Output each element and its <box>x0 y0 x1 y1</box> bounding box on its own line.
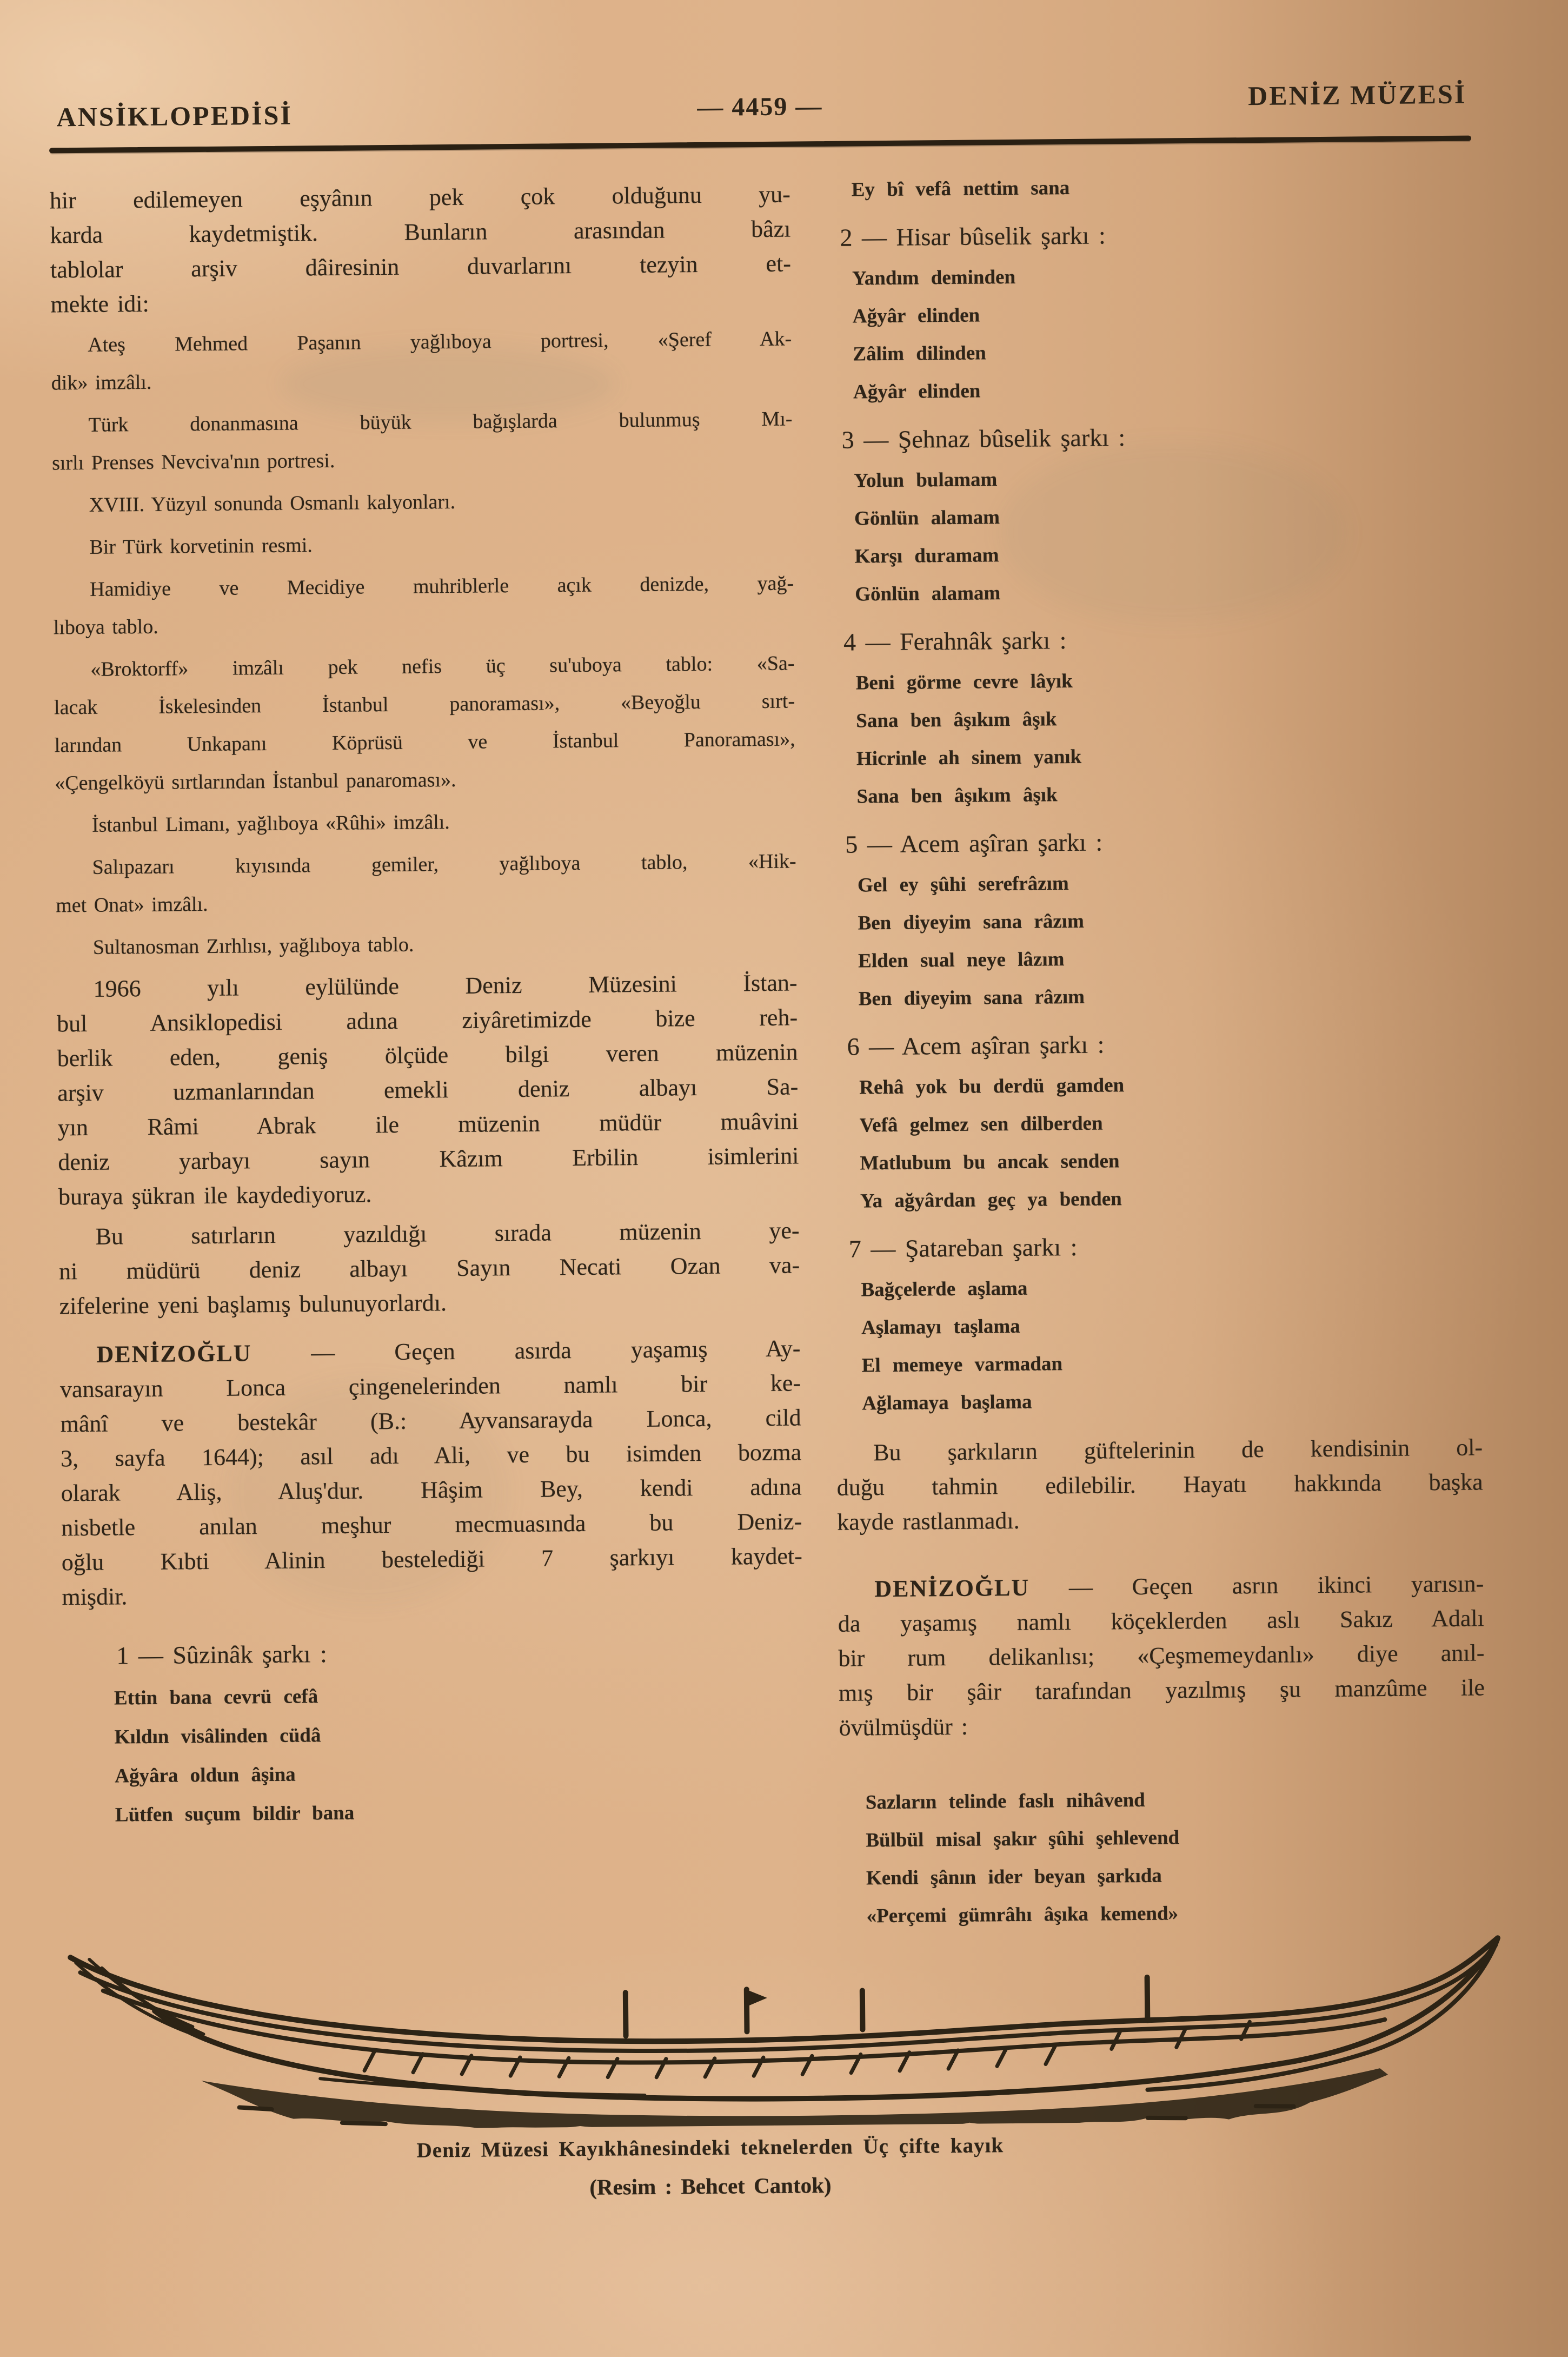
verse-line: Bağçelerde aşlama <box>861 1277 1028 1301</box>
right-column <box>825 166 1486 1936</box>
text-line: 3 — Şehnaz bûselik şarkı : <box>841 423 1126 454</box>
text-line: DENİZOĞLU — Geçen asrın ikinci yarısın- <box>874 1570 1484 1603</box>
verse-line: Bülbül misal şakır şûhi şehlevend <box>866 1826 1180 1852</box>
catalog-item <box>55 842 796 924</box>
verse-line: Ağlamaya başlama <box>862 1391 1032 1415</box>
text-line: kayde rastlanmadı. <box>837 1507 1020 1535</box>
verse-line: Kıldın visâlinden cüdâ <box>114 1724 321 1749</box>
text-line: Türk donanmasına büyük bağışlarda bulunmuş Mı- <box>88 407 793 436</box>
text-line: larından Unkapanı Köprüsü ve İstanbul Panoraması», <box>54 727 795 757</box>
text-line: hir edilemeyen eşyânın pek çok olduğunu yu- <box>49 181 791 214</box>
left-column <box>50 172 805 1836</box>
song-lyrics-continuation <box>825 166 1472 209</box>
text-line: 1966 yılı eylülünde Deniz Müzesini İstan- <box>93 969 798 1002</box>
song-lyrics <box>832 861 1479 1018</box>
running-title-left: ANSİKLOPEDİSİ <box>56 100 293 133</box>
text-line: Salıpazarı kıyısında gemiler, yağlıboya tablo, «Hik- <box>92 850 796 879</box>
verse-line: Elden sual neye lâzım <box>858 948 1065 972</box>
text-line: zifelerine yeni başlamış bulunuyorlardı. <box>59 1289 447 1320</box>
verse-line: El memeye varmadan <box>861 1353 1063 1377</box>
text-line: 3, sayfa 1644); asıl adı Ali, ve bu isimden bozma <box>60 1439 802 1472</box>
text-line: «Broktorff» imzâlı pek nefis üç su'uboya tablo: «Sa- <box>90 652 795 681</box>
text-line: Hamidiye ve Mecidiye muhriblerle açık denizde, yağ- <box>89 572 794 601</box>
text-line: mış bir şâir tarafından yazılmış şu manzûme ile <box>838 1674 1485 1706</box>
text-line: 6 — Acem aşîran şarkı : <box>847 1030 1105 1061</box>
running-title-right: DENİZ MÜZESİ <box>1247 78 1467 111</box>
page-number: — 4459 — <box>697 91 823 122</box>
verse-line: Kendi şânın ider beyan şarkıda <box>866 1864 1162 1890</box>
text-line: sırlı Prenses Nevciva'nın portresi. <box>51 449 335 475</box>
text-line: vansarayın Lonca çingenelerinden namlı bir ke- <box>59 1369 801 1403</box>
text-line: bul Ansiklopedisi adına ziyâretimizde bize reh- <box>56 1004 798 1037</box>
text-line: duğu tahmin edilebilir. Hayatı hakkında başka <box>836 1468 1483 1501</box>
text-line: yın Râmi Abrak ile müzenin müdür muâvini <box>57 1108 799 1141</box>
song-lyrics <box>828 456 1475 613</box>
verse-line: Sana ben âşıkım âşık <box>856 708 1057 732</box>
verse-line: Gönlün alamam <box>855 582 1001 606</box>
paragraph-continuation <box>50 177 792 322</box>
caption-line2: (Resim : Behcet Cantok) <box>589 2172 832 2200</box>
song-lyrics <box>829 659 1477 816</box>
verse-line: «Perçemi gümrâhı âşıka kemend» <box>866 1902 1179 1928</box>
verse-line: Aşlamayı taşlama <box>861 1315 1020 1339</box>
song-heading <box>826 213 1472 258</box>
paragraph <box>58 1213 800 1323</box>
verse-line: Gönlün alamam <box>854 506 1000 530</box>
text-line: lacak İskelesinden İstanbul panoraması», «Beyoğlu sırt- <box>54 690 795 719</box>
verse-line: Sazların telinde faslı nihâvend <box>865 1789 1145 1814</box>
verse-line: Matlubum bu ancak senden <box>860 1150 1120 1175</box>
praise-poem <box>839 1778 1486 1935</box>
text-columns <box>50 166 1487 1943</box>
verse-line: Ağyâra oldun âşina <box>115 1763 296 1787</box>
verse-line: Gel ey şûhi serefrâzım <box>857 872 1069 897</box>
text-line: mânî ve bestekâr (B.: Ayvansarayda Lonca, cild <box>60 1404 801 1438</box>
text-line: İstanbul Limanı, yağlıboya «Rûhi» imzâlı. <box>91 811 450 837</box>
text-line: karda kaydetmiştik. Bunların arasından bâzı <box>50 215 791 249</box>
text-line: bir rum delikanlısı; «Çeşmemeydanlı» diye anıl- <box>838 1639 1485 1672</box>
text-line: dik» imzâlı. <box>51 370 152 395</box>
scanned-page <box>49 75 1487 2200</box>
song-lyrics <box>63 1673 805 1835</box>
entry-headword: DENİZOĞLU <box>874 1574 1030 1603</box>
verse-line: Ben diyeyim sana râzım <box>858 910 1084 935</box>
text-line: DENİZOĞLU — Geçen asırda yaşamış Ay- <box>96 1335 801 1368</box>
verse-line: Karşı duramam <box>854 544 999 568</box>
text-line: 7 — Şatareban şarkı : <box>848 1233 1078 1263</box>
text-line: berlik eden, geniş ölçüde bilgi veren müzenin <box>57 1038 798 1072</box>
paragraph <box>56 965 799 1214</box>
song-heading <box>835 1223 1481 1269</box>
catalog-item <box>52 480 793 524</box>
song-lyrics <box>835 1266 1482 1422</box>
text-line: övülmüşdür : <box>839 1713 968 1741</box>
catalog-item <box>55 800 796 844</box>
text-line: «Çengelköyü sırtlarından İstanbul panaroması». <box>55 768 456 795</box>
text-line: ni müdürü deniz albayı Sayın Necati Ozan va- <box>58 1252 800 1285</box>
catalog-item <box>56 922 798 966</box>
caption-line1: Deniz Müzesi Kayıkhânesindeki teknelerden Üç çifte kayık <box>416 2134 1004 2162</box>
text-line: arşiv uzmanlarından emekli deniz albayı Sa- <box>57 1073 799 1107</box>
text-line: 2 — Hisar bûselik şarkı : <box>840 221 1106 251</box>
catalog-item <box>51 320 792 402</box>
paragraph <box>836 1430 1484 1539</box>
song-heading <box>831 819 1478 864</box>
catalog-item <box>51 400 793 482</box>
verse-line: Rehâ yok bu derdü gamden <box>859 1074 1125 1099</box>
page-header <box>49 75 1471 144</box>
song-heading <box>833 1021 1479 1067</box>
text-line: 4 — Ferahnâk şarkı : <box>843 626 1067 656</box>
boat-illustration <box>38 1914 1532 2132</box>
text-line: Bir Türk korvetinin resmi. <box>89 534 313 559</box>
text-line: tablolar arşiv dâiresinin duvarlarını tezyin et- <box>50 250 792 283</box>
song-lyrics <box>833 1063 1480 1220</box>
verse-line: Yandım deminden <box>852 266 1016 290</box>
verse-line: Beni görme cevre lâyık <box>855 670 1073 694</box>
verse-line: Lütfen suçum bildir bana <box>115 1802 355 1826</box>
text-line: 5 — Acem aşîran şarkı : <box>845 828 1103 858</box>
text-line: nisbetle anılan meşhur mecmuasında bu Deniz- <box>61 1508 802 1541</box>
catalog-item <box>53 564 794 646</box>
encyclopedia-entry <box>59 1331 802 1614</box>
verse-line: Vefâ gelmez sen dilberden <box>859 1112 1103 1137</box>
verse-line: Ya ağyârdan geç ya benden <box>860 1188 1122 1213</box>
text-line: 1 — Sûzinâk şarkı : <box>116 1640 327 1670</box>
text-line: deniz yarbayı sayın Kâzım Erbilin isimlerini <box>58 1142 799 1176</box>
song-heading <box>829 617 1476 662</box>
text-line: lıboya tablo. <box>53 615 158 639</box>
catalog-item <box>52 522 794 566</box>
boat-posts <box>626 1977 1148 2036</box>
text-line: mişdir. <box>62 1583 128 1611</box>
text-line: buraya şükran ile kaydediyoruz. <box>58 1181 372 1210</box>
verse-line: Ağyâr elinden <box>852 304 980 328</box>
text-line: mekte idi: <box>50 290 149 318</box>
text-line: da yaşamış namlı köçeklerden aslı Sakız Adalı <box>838 1605 1485 1637</box>
boat-hull <box>70 1938 1499 2105</box>
text-line: Sultanosman Zırhlısı, yağlıboya tablo. <box>92 933 414 959</box>
verse-line: Ettin bana cevrü cefâ <box>114 1685 318 1710</box>
song-lyrics <box>826 255 1473 412</box>
verse-line: Ey bî vefâ nettim sana <box>851 177 1070 201</box>
song-heading <box>827 415 1474 460</box>
verse-line: Ağyâr elinden <box>853 380 981 403</box>
verse-line: Yolun bulamam <box>854 468 998 492</box>
catalog-item <box>54 644 795 802</box>
verse-line: Ben diyeyim sana râzım <box>858 985 1085 1010</box>
verse-line: Zâlim dilinden <box>853 342 986 366</box>
text-line: Bu şarkıların güftelerinin de kendisinin ol- <box>873 1434 1483 1466</box>
text-line: oğlu Kıbti Alinin bestelediği 7 şarkıyı kaydet- <box>61 1542 803 1576</box>
verse-line: Hicrinle ah sinem yanık <box>856 745 1082 770</box>
text-line: Bu satırların yazıldığı sırada müzenin ye- <box>95 1217 800 1250</box>
illustration-caption <box>142 2131 1278 2204</box>
text-line: XVIII. Yüzyıl sonunda Osmanlı kalyonları. <box>89 490 456 517</box>
verse-line: Sana ben âşıkım âşık <box>856 784 1058 808</box>
encyclopedia-entry <box>838 1566 1485 1745</box>
song-heading <box>62 1630 803 1676</box>
entry-headword: DENİZOĞLU <box>96 1340 252 1368</box>
text-line: Ateş Mehmed Paşanın yağlıboya portresi, «Şeref Ak- <box>88 327 792 356</box>
text-line: olarak Aliş, Aluş'dur. Hâşim Bey, kendi adına <box>61 1473 802 1507</box>
text-line: met Onat» imzâlı. <box>56 892 208 917</box>
